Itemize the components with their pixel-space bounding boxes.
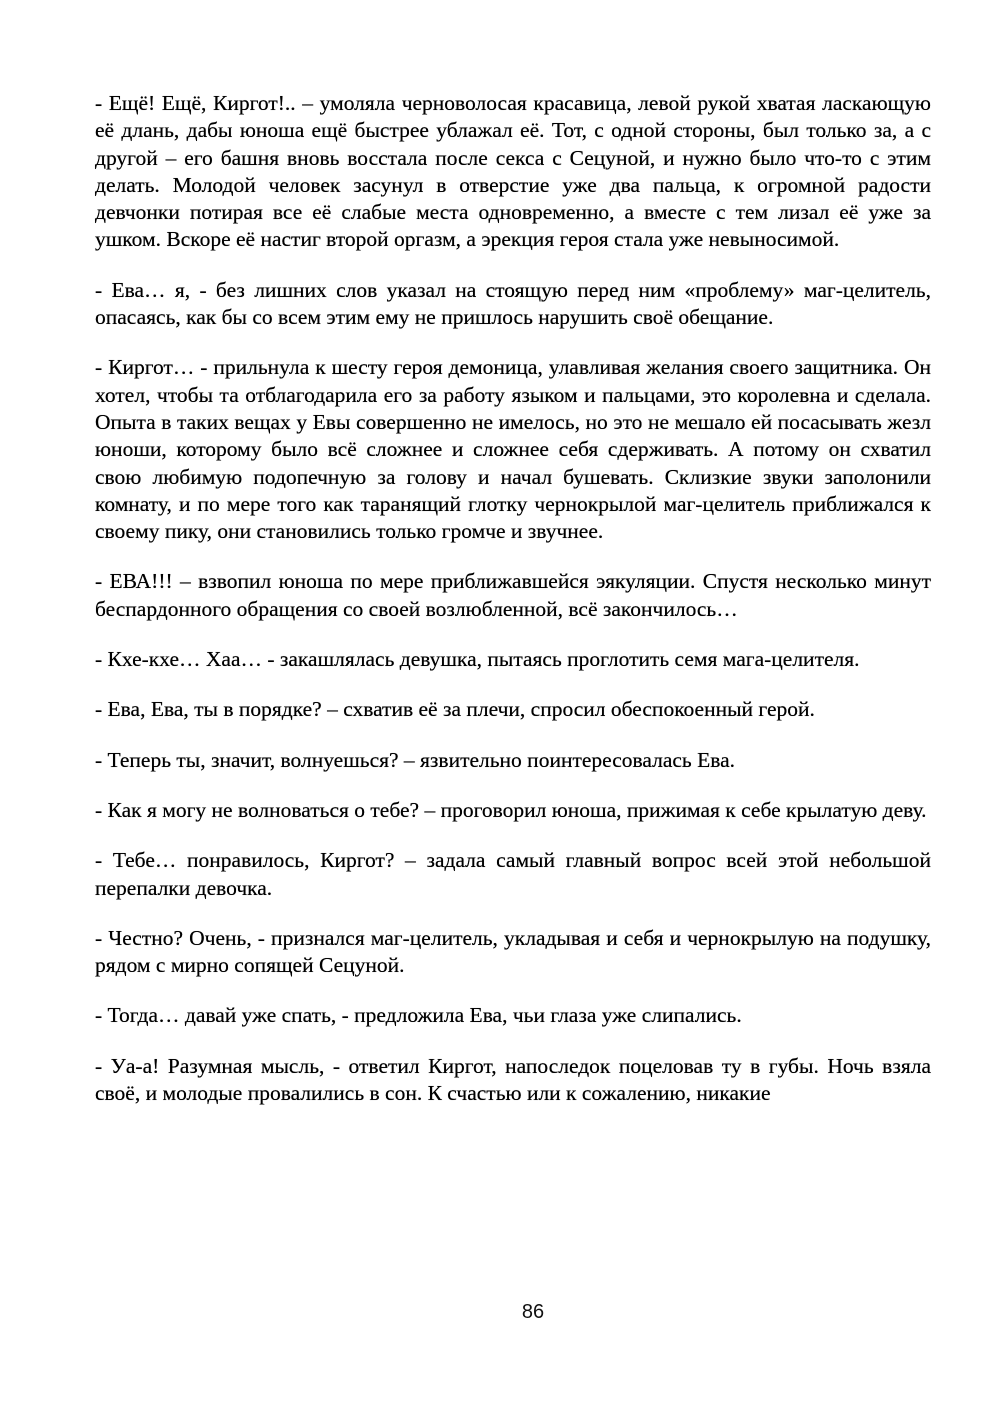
paragraph-7: - Теперь ты, значит, волнуешься? – язвительно поинтересовалась Ева.	[95, 747, 736, 772]
page-content	[95, 90, 931, 1130]
paragraph-4: - ЕВА!!! – взвопил юноша по мере приближавшейся эякуляции. Спустя несколько минут беспардонного обращения со своей возлюбленной, всё закончилось…	[95, 569, 931, 621]
paragraph-2: - Ева… я, - без лишних слов указал на стоящую перед ним «проблему» маг-целитель, опасаясь, как бы со всем этим ему не пришлось нарушить своё обещание.	[95, 277, 931, 330]
paragraph-9: - Тебе… понравилось, Киргот? – задала самый главный вопрос всей этой небольшой перепалки девочка.	[95, 848, 931, 900]
paragraph-5: - Кхе-кхе… Хаа… - закашлялась девушка, пытаясь проглотить семя мага-целителя.	[95, 647, 860, 672]
paragraph-1: - Ещё! Ещё, Киргот!.. – умоляла черноволосая красавица, левой рукой хватая ласкающую её длань, дабы юноша ещё быстрее ублажал её. Тот, с одной стороны, был только за, а с другой – его башня вновь восстала после секса с Сецуной, и нужно было что-то с этим делать. Молодой человек засунул в отверстие уже два пальца, к огромной радости девчонки потирая все её слабые места одновременно, а вместе с тем лизал её уже за ушком. Вскоре её настиг второй оргазм, а эрекция героя стала уже невыносимой.	[95, 91, 931, 252]
paragraph-11: - Тогда… давай уже спать, - предложила Ева, чьи глаза уже слипались.	[95, 1003, 742, 1028]
paragraph-3: - Киргот… - прильнула к шесту героя демоница, улавливая желания своего защитника. Он хотел, чтобы та отблагодарила его за работу языком и пальцами, это королевна и сделала. Опыта в таких вещах у Евы совершенно не имелось, но это не мешало ей посасывать жезл юноши, которому было всё сложнее и сложнее себя сдерживать. А потому он схватил свою любимую подопечную за голову и начал бушевать. Склизкие звуки заполонили комнату, и по мере того как таранящий глотку чернокрылой маг-целитель приближался к своему пику, они становились только громче и звучнее.	[95, 355, 931, 544]
paragraph-12: - Уа-а! Разумная мысль, - ответил Киргот, напоследок поцеловав ту в губы. Ночь взяла своё, и молодые провалились в сон. К счастью или к сожалению, никакие	[95, 1053, 931, 1106]
paragraph-8: - Как я могу не волноваться о тебе? – проговорил юноша, прижимая к себе крылатую деву.	[95, 797, 927, 822]
paragraph-10: - Честно? Очень, - признался маг-целитель, укладывая и себя и чернокрылую на подушку, рядом с мирно сопящей Сецуной.	[95, 925, 931, 978]
paragraph-6: - Ева, Ева, ты в порядке? – схватив её за плечи, спросил обеспокоенный герой.	[95, 697, 815, 722]
page-number: 86	[521, 1301, 545, 1323]
